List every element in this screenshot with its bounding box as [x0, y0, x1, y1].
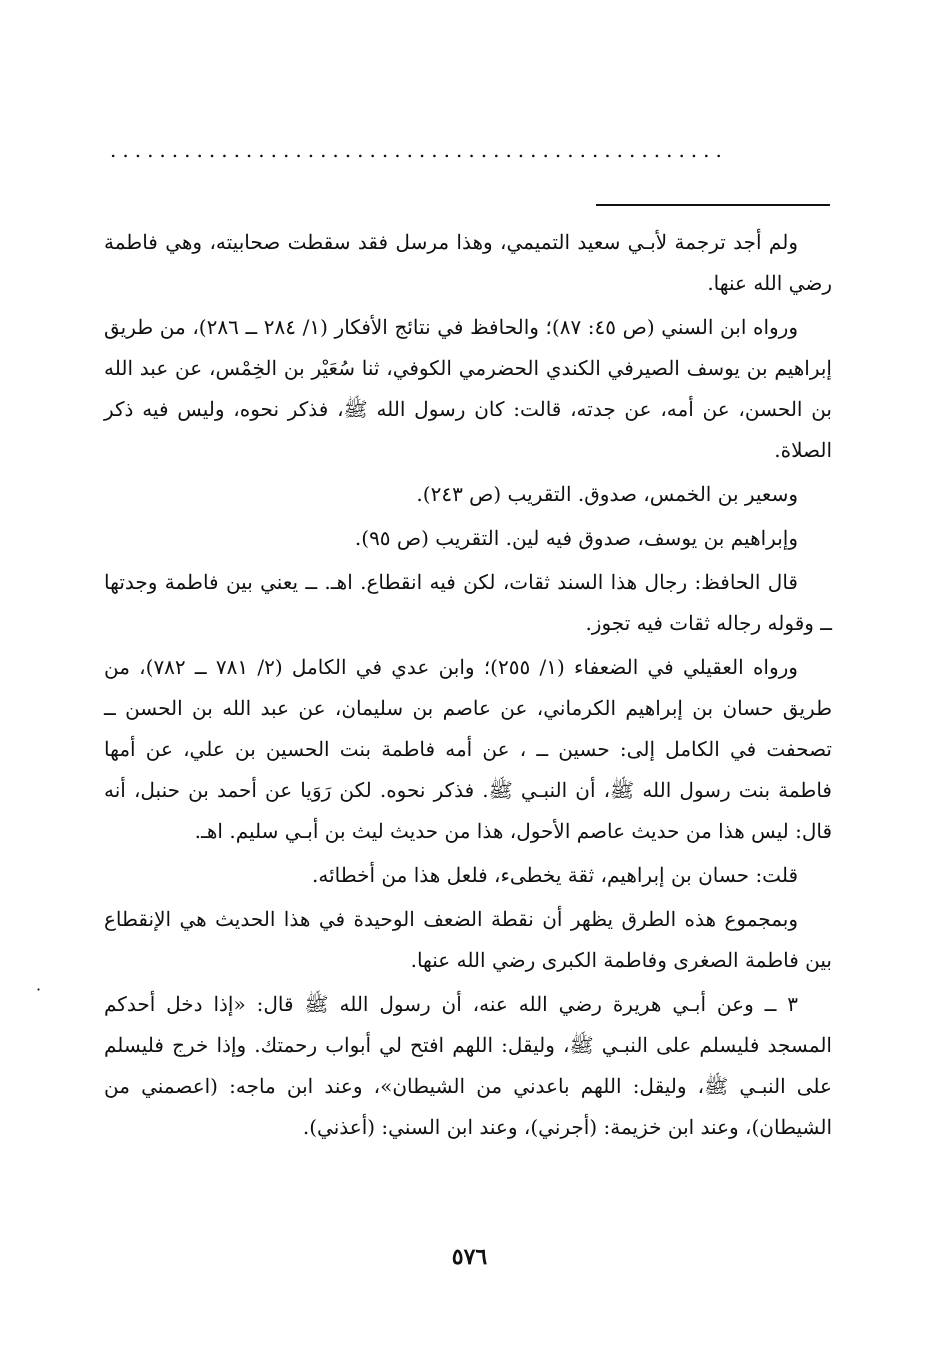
paragraph: وبمجموع هذه الطرق يظهر أن نقطة الضعف الوحيدة في هذا الحديث هي الإنقطاع بين فاطمة الصغرى وفاطمة الكبرى رضي الله عنها.	[104, 907, 832, 972]
footnote-rule	[596, 204, 830, 206]
stray-mark: ·	[36, 980, 42, 999]
paragraph: ورواه العقيلي في الضعفاء (١/ ٢٥٥)؛ وابن عدي في الكامل (٢/ ٧٨١ ــ ٧٨٢)، من طريق حسان بن إبراهيم الكرماني، عن عاصم بن سليمان، عن عبد الله بن الحسن ــ تصحفت في الكامل إلى: حسين ــ ، عن أمه فاطمة بنت الحسين بن علي، عن أمها فاطمة بنت رسول الله ﷺ، أن النبـي ﷺ. فذكر نحوه. لكن رَوَيا عن أحمد بن حنبل، أنه قال: ليس هذا من حديث عاصم الأحول، هذا من حديث ليث بن أبـي سليم. اهـ.	[104, 655, 832, 843]
paragraph: ولم أجد ترجمة لأبـي سعيد التميمي، وهذا مرسل فقد سقطت صحابيته، وهي فاطمة رضي الله عنها.	[104, 230, 832, 295]
footnote-body	[104, 222, 832, 1148]
paragraph: قال الحافظ: رجال هذا السند ثقات، لكن فيه انقطاع. اهـ. ــ يعني بين فاطمة وجدتها ــ وقوله رجاله ثقات فيه تجوز.	[104, 570, 832, 635]
paragraph: وإبراهيم بن يوسف، صدوق فيه لين. التقريب (ص ٩٥).	[354, 526, 798, 550]
paragraph: وسعير بن الخمس، صدوق. التقريب (ص ٢٤٣).	[416, 482, 798, 506]
paragraph: قلت: حسان بن إبراهيم، ثقة يخطىء، فلعل هذا من أخطائه.	[311, 863, 798, 887]
paragraph: ٣ ــ وعن أبـي هريرة رضي الله عنه، أن رسول الله ﷺ قال: «إذا دخل أحدكم المسجد فليسلم على النبـي ﷺ، وليقل: اللهم افتح لي أبواب رحمتك. وإذا خرج فليسلم على النبـي ﷺ، وليقل: اللهم باعدني من الشيطان»، وعند ابن ماجه: (اعصمني من الشيطان)، وعند ابن خزيمة: (أجرني)، وعند ابن السني: (أعذني).	[104, 992, 832, 1139]
page-number: ٥٧٦	[451, 1244, 488, 1270]
footnote-separator-dots: ..................................................	[110, 140, 728, 160]
paragraph: ورواه ابن السني (ص ٤٥: ٨٧)؛ والحافظ في نتائج الأفكار (١/ ٢٨٤ ــ ٢٨٦)، من طريق إبراهيم بن يوسف الصيرفي الكندي الحضرمي الكوفي، ثنا سُعَيْر بن الخِمْس، عن عبد الله بن الحسن، عن أمه، عن جدته، قالت: كان رسول الله ﷺ، فذكر نحوه، وليس فيه ذكر الصلاة.	[104, 315, 832, 462]
